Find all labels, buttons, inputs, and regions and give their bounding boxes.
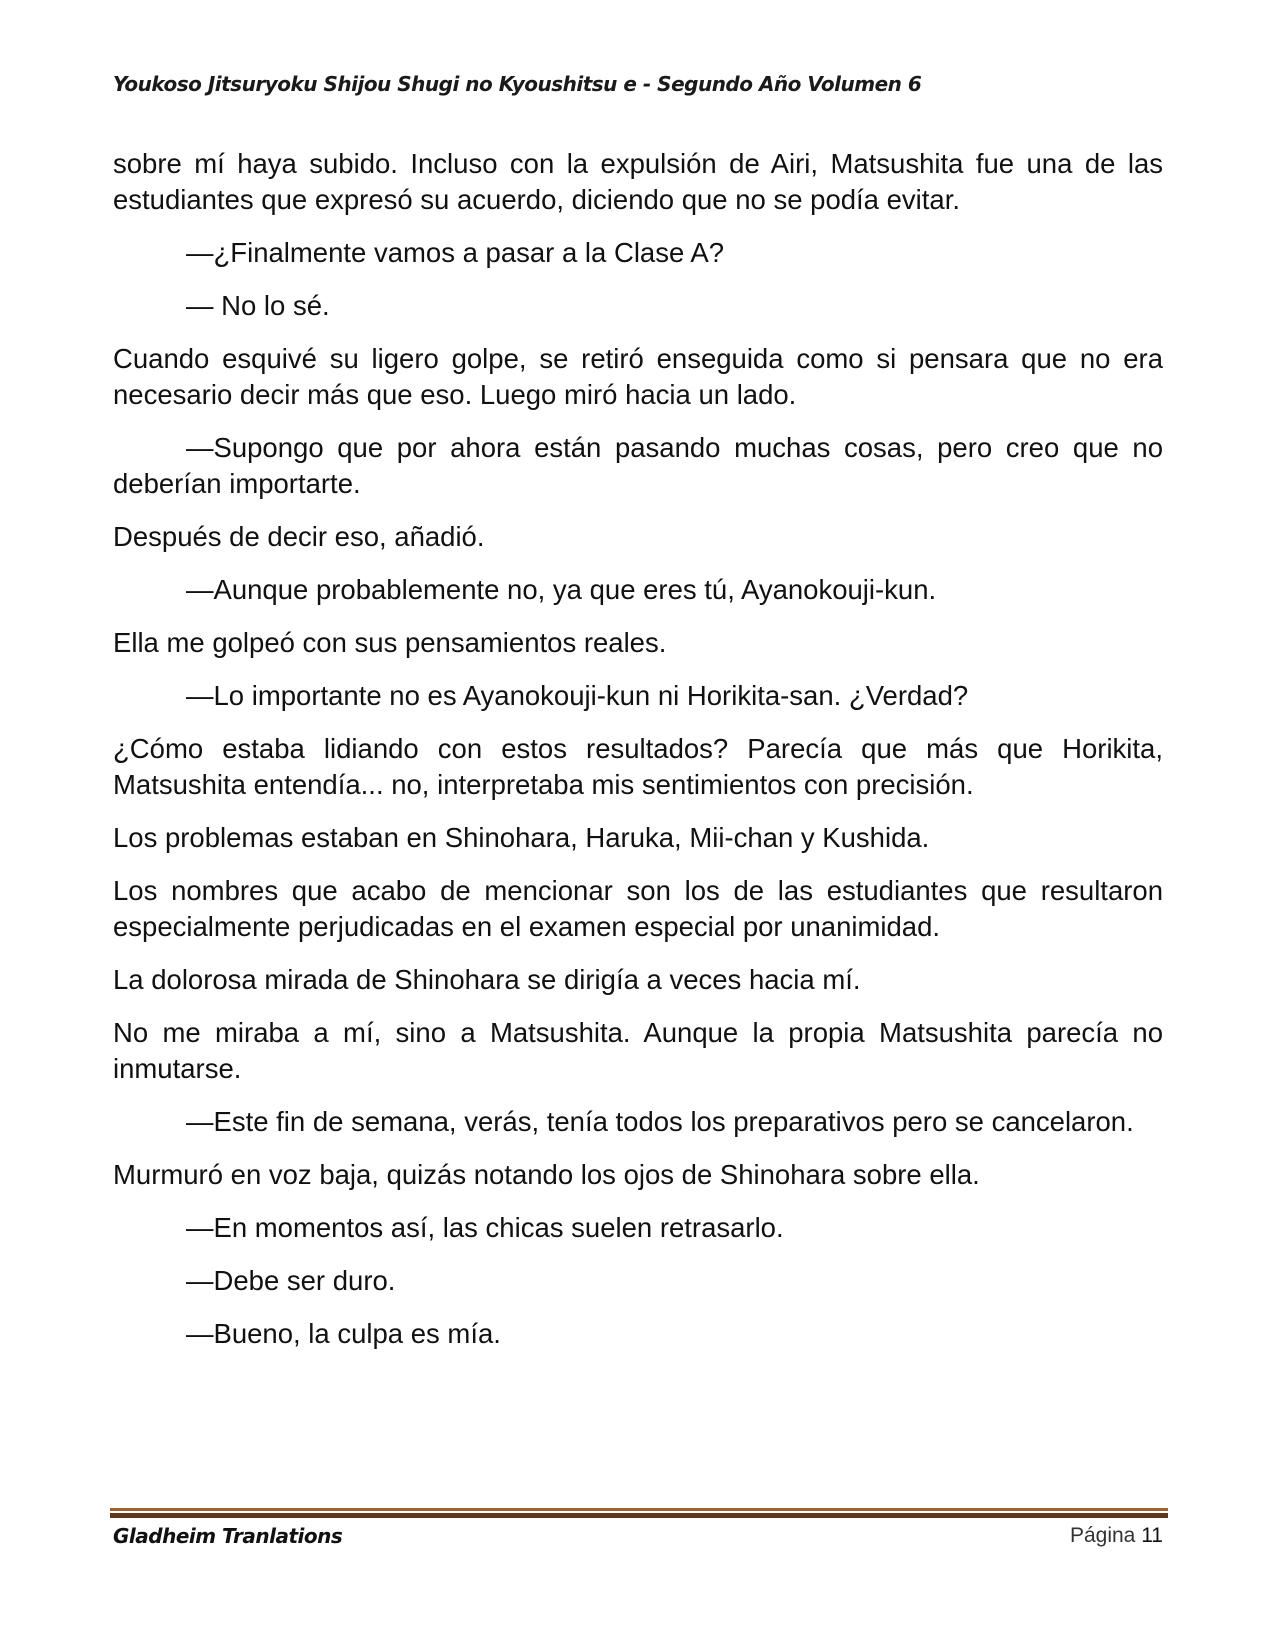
page-label: Página [1069, 1524, 1136, 1547]
paragraph: Los problemas estaban en Shinohara, Haruka, Mii-chan y Kushida. [113, 822, 930, 853]
dialogue-paragraph: —Supongo que por ahora están pasando muchas cosas, pero creo que no deberían importarte. [113, 432, 1163, 499]
dialogue-paragraph: —Lo importante no es Ayanokouji-kun ni Horikita-san. ¿Verdad? [186, 680, 969, 711]
page-number [1070, 1524, 1163, 1548]
paragraph: Los nombres que acabo de mencionar son los de las estudiantes que resultaron especialmente perjudicadas en el examen especial por unanimidad. [113, 875, 1163, 942]
footer-rule-thick [110, 1513, 1168, 1518]
dialogue-paragraph: —Aunque probablemente no, ya que eres tú, Ayanokouji-kun. [186, 574, 937, 605]
body-text [113, 146, 1163, 1369]
dialogue-paragraph: — No lo sé. [186, 290, 330, 321]
dialogue-paragraph: —Este fin de semana, verás, tenía todos los preparativos pero se cancelaron. [186, 1106, 1134, 1137]
paragraph: La dolorosa mirada de Shinohara se dirigía a veces hacia mí. [113, 964, 861, 995]
dialogue-paragraph: —Bueno, la culpa es mía. [186, 1318, 501, 1349]
paragraph: Después de decir eso, añadió. [113, 521, 485, 552]
paragraph: Cuando esquivé su ligero golpe, se retiró enseguida como si pensara que no era necesario decir más que eso. Luego miró hacia un lado. [113, 343, 1163, 410]
paragraph: Murmuró en voz baja, quizás notando los ojos de Shinohara sobre ella. [113, 1159, 980, 1190]
paragraph: No me miraba a mí, sino a Matsushita. Aunque la propia Matsushita parecía no inmutarse. [113, 1017, 1163, 1084]
paragraph: Ella me golpeó con sus pensamientos reales. [113, 627, 667, 658]
paragraph: sobre mí haya subido. Incluso con la expulsión de Airi, Matsushita fue una de las estudiantes que expresó su acuerdo, diciendo que no se podía evitar. [113, 148, 1163, 215]
running-header: Youkoso Jitsuryoku Shijou Shugi no Kyoushitsu e - Segundo Año Volumen 6 [113, 72, 922, 96]
dialogue-paragraph: —En momentos así, las chicas suelen retrasarlo. [186, 1212, 784, 1243]
page-number-value: 11 [1141, 1524, 1163, 1547]
footer-rule-thin [110, 1508, 1168, 1511]
dialogue-paragraph: —Debe ser duro. [186, 1265, 396, 1296]
paragraph: ¿Cómo estaba lidiando con estos resultados? Parecía que más que Horikita, Matsushita entendía... no, interpretaba mis sentimientos con precisión. [113, 733, 1163, 800]
footer-credit: Gladheim Tranlations [113, 1524, 343, 1548]
dialogue-paragraph: —¿Finalmente vamos a pasar a la Clase A? [186, 237, 725, 268]
